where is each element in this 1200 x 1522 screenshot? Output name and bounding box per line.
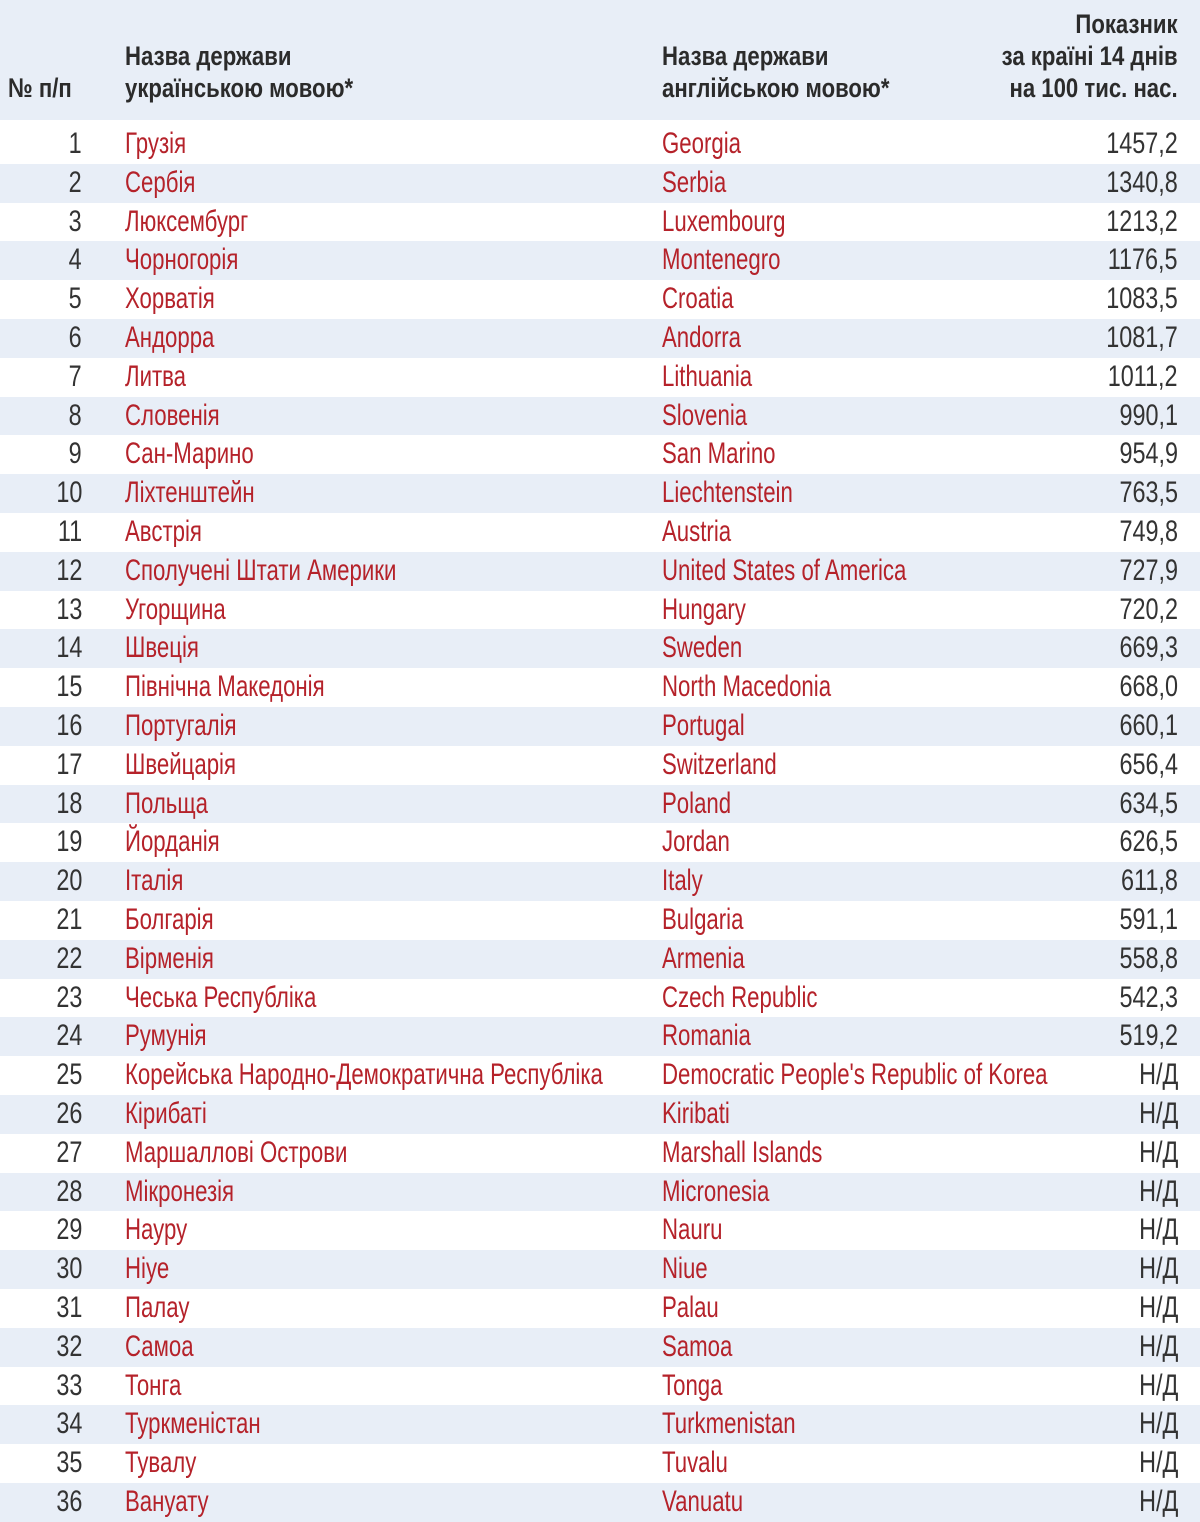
country-name-ukrainian: Угорщина bbox=[125, 592, 226, 626]
country-name-ukrainian: Сербія bbox=[125, 165, 196, 199]
row-number: 25 bbox=[55, 1058, 82, 1092]
table-row bbox=[0, 1289, 1200, 1328]
header-english-name bbox=[662, 40, 889, 104]
table-row bbox=[0, 358, 1200, 397]
table-row bbox=[0, 203, 1200, 242]
row-number: 9 bbox=[68, 437, 82, 471]
country-name-ukrainian: Вірменія bbox=[125, 941, 214, 975]
indicator-value: 611,8 bbox=[1121, 864, 1178, 898]
header-indicator-line1: Показник bbox=[1075, 9, 1178, 39]
country-name-english: Liechtenstein bbox=[662, 476, 793, 510]
country-name-ukrainian: Словенія bbox=[125, 398, 220, 432]
country-name-english: North Macedonia bbox=[662, 670, 832, 704]
indicator-value: Н/Д bbox=[1138, 1446, 1178, 1480]
country-name-ukrainian: Італія bbox=[125, 864, 184, 898]
table-row bbox=[0, 435, 1200, 474]
country-name-ukrainian: Тонга bbox=[125, 1368, 182, 1402]
table-row bbox=[0, 1095, 1200, 1134]
table-row bbox=[0, 1483, 1200, 1522]
country-name-english: Nauru bbox=[662, 1213, 723, 1247]
row-number: 32 bbox=[55, 1329, 82, 1363]
table-row bbox=[0, 241, 1200, 280]
indicator-value: 656,4 bbox=[1119, 747, 1178, 781]
country-name-ukrainian: Ліхтенштейн bbox=[125, 476, 255, 510]
country-name-ukrainian: Болгарія bbox=[125, 902, 214, 936]
header-ukrainian-name-line2: українською мовою* bbox=[125, 73, 354, 103]
country-name-ukrainian: Швейцарія bbox=[125, 747, 236, 781]
row-number: 2 bbox=[68, 165, 82, 199]
indicator-value: Н/Д bbox=[1138, 1368, 1178, 1402]
indicator-value: Н/Д bbox=[1138, 1484, 1178, 1518]
country-name-english: Tuvalu bbox=[662, 1446, 728, 1480]
row-number: 36 bbox=[55, 1484, 82, 1518]
row-number: 14 bbox=[55, 631, 82, 665]
row-number: 31 bbox=[55, 1290, 82, 1324]
table-row bbox=[0, 979, 1200, 1018]
indicator-value: Н/Д bbox=[1138, 1252, 1178, 1286]
header-number bbox=[8, 72, 72, 104]
indicator-value: Н/Д bbox=[1138, 1058, 1178, 1092]
indicator-value: 1083,5 bbox=[1106, 282, 1178, 316]
row-number: 33 bbox=[55, 1368, 82, 1402]
indicator-value: Н/Д bbox=[1138, 1096, 1178, 1130]
country-name-english: Turkmenistan bbox=[662, 1407, 796, 1441]
country-name-english: San Marino bbox=[662, 437, 776, 471]
table-row bbox=[0, 280, 1200, 319]
country-name-english: Luxembourg bbox=[662, 204, 786, 238]
country-name-ukrainian: Грузія bbox=[125, 127, 187, 160]
country-name-ukrainian: Чеська Республіка bbox=[125, 980, 317, 1014]
country-name-english: Portugal bbox=[662, 708, 745, 742]
country-name-ukrainian: Люксембург bbox=[125, 204, 249, 238]
table-row bbox=[0, 513, 1200, 552]
indicator-value: Н/Д bbox=[1138, 1135, 1178, 1169]
table-row bbox=[0, 319, 1200, 358]
indicator-value: 727,9 bbox=[1119, 553, 1178, 587]
table-row bbox=[0, 1056, 1200, 1095]
table-row bbox=[0, 397, 1200, 436]
row-number: 4 bbox=[68, 243, 82, 277]
row-number: 15 bbox=[55, 670, 82, 704]
indicator-value: 669,3 bbox=[1119, 631, 1178, 665]
country-name-ukrainian: Сан-Марино bbox=[125, 437, 254, 471]
indicator-value: 668,0 bbox=[1119, 670, 1178, 704]
table-row bbox=[0, 668, 1200, 707]
table-body bbox=[0, 125, 1200, 1522]
row-number: 8 bbox=[68, 398, 82, 432]
header-ukrainian-name bbox=[125, 40, 353, 104]
row-number: 17 bbox=[55, 747, 82, 781]
row-number: 13 bbox=[55, 592, 82, 626]
indicator-value: 749,8 bbox=[1119, 514, 1178, 548]
header-indicator bbox=[1002, 8, 1178, 104]
table-row bbox=[0, 591, 1200, 630]
table-row bbox=[0, 785, 1200, 824]
country-name-english: Italy bbox=[662, 864, 703, 898]
country-name-english: Armenia bbox=[662, 941, 745, 975]
country-name-ukrainian: Португалія bbox=[125, 708, 237, 742]
row-number: 30 bbox=[55, 1252, 82, 1286]
country-name-ukrainian: Австрія bbox=[125, 514, 202, 548]
header-english-name-line2: англійською мовою* bbox=[662, 73, 890, 103]
country-name-english: Jordan bbox=[662, 825, 730, 859]
country-name-english: Niue bbox=[662, 1252, 708, 1286]
row-number: 11 bbox=[57, 514, 82, 548]
table-row bbox=[0, 901, 1200, 940]
row-number: 5 bbox=[68, 282, 82, 316]
country-name-ukrainian: Самоа bbox=[125, 1329, 194, 1363]
indicator-value: Н/Д bbox=[1138, 1213, 1178, 1247]
header-english-name-line1: Назва держави bbox=[662, 41, 829, 71]
indicator-value: Н/Д bbox=[1138, 1329, 1178, 1363]
table-row bbox=[0, 746, 1200, 785]
row-number: 24 bbox=[55, 1019, 82, 1053]
row-number: 10 bbox=[55, 476, 82, 510]
table-row bbox=[0, 1173, 1200, 1212]
country-name-english: Palau bbox=[662, 1290, 719, 1324]
country-name-english: Tonga bbox=[662, 1368, 723, 1402]
country-name-ukrainian: Кірибаті bbox=[125, 1096, 207, 1130]
indicator-value: 990,1 bbox=[1119, 398, 1178, 432]
indicator-value: 558,8 bbox=[1119, 941, 1178, 975]
indicator-value: 720,2 bbox=[1119, 592, 1178, 626]
indicator-value: Н/Д bbox=[1138, 1407, 1178, 1441]
country-name-ukrainian: Маршаллові Острови bbox=[125, 1135, 348, 1169]
row-number: 12 bbox=[55, 553, 82, 587]
row-number: 21 bbox=[55, 902, 82, 936]
table-row bbox=[0, 862, 1200, 901]
header-ukrainian-name-line1: Назва держави bbox=[125, 41, 292, 71]
country-name-english: Sweden bbox=[662, 631, 743, 665]
row-number: 26 bbox=[55, 1096, 82, 1130]
indicator-value: 1081,7 bbox=[1106, 320, 1178, 354]
table-row bbox=[0, 1444, 1200, 1483]
table-row bbox=[0, 940, 1200, 979]
indicator-value: 763,5 bbox=[1119, 476, 1178, 510]
country-name-english: Poland bbox=[662, 786, 732, 820]
row-number: 20 bbox=[55, 864, 82, 898]
country-name-ukrainian: Тувалу bbox=[125, 1446, 197, 1480]
table-row bbox=[0, 552, 1200, 591]
country-name-ukrainian: Румунія bbox=[125, 1019, 207, 1053]
country-name-english: Slovenia bbox=[662, 398, 748, 432]
table-row bbox=[0, 1405, 1200, 1444]
country-name-english: Montenegro bbox=[662, 243, 781, 277]
country-name-english: Croatia bbox=[662, 282, 734, 316]
country-name-ukrainian: Литва bbox=[125, 359, 187, 393]
country-name-english: Micronesia bbox=[662, 1174, 770, 1208]
indicator-value: 1457,2 bbox=[1106, 127, 1178, 160]
country-name-ukrainian: Туркменістан bbox=[125, 1407, 261, 1441]
country-name-english: Switzerland bbox=[662, 747, 777, 781]
table-row bbox=[0, 1017, 1200, 1056]
country-name-ukrainian: Корейська Народно-Демократична Республіка bbox=[125, 1058, 603, 1092]
country-name-ukrainian: Науру bbox=[125, 1213, 188, 1247]
row-number: 1 bbox=[68, 127, 82, 160]
country-name-english: Andorra bbox=[662, 320, 741, 354]
table-row bbox=[0, 1250, 1200, 1289]
indicator-value: 1011,2 bbox=[1108, 359, 1178, 393]
row-number: 3 bbox=[68, 204, 82, 238]
indicator-value: 1340,8 bbox=[1106, 165, 1178, 199]
indicator-value: 1176,5 bbox=[1108, 243, 1178, 277]
country-name-ukrainian: Андорра bbox=[125, 320, 215, 354]
table-row bbox=[0, 474, 1200, 513]
table-row bbox=[0, 1211, 1200, 1250]
country-name-ukrainian: Йорданія bbox=[125, 825, 220, 859]
country-name-ukrainian: Вануату bbox=[125, 1484, 209, 1518]
table-row bbox=[0, 164, 1200, 203]
indicator-value: 591,1 bbox=[1119, 902, 1178, 936]
row-number: 23 bbox=[55, 980, 82, 1014]
header-indicator-line3: на 100 тис. нас. bbox=[1009, 73, 1178, 103]
country-name-english: Austria bbox=[662, 514, 732, 548]
country-name-english: Marshall Islands bbox=[662, 1135, 823, 1169]
country-name-ukrainian: Північна Македонія bbox=[125, 670, 325, 704]
country-name-ukrainian: Мікронезія bbox=[125, 1174, 235, 1208]
row-number: 29 bbox=[55, 1213, 82, 1247]
row-number: 27 bbox=[55, 1135, 82, 1169]
country-name-english: United States of America bbox=[662, 553, 907, 587]
country-name-english: Vanuatu bbox=[662, 1484, 744, 1518]
indicator-value: 626,5 bbox=[1119, 825, 1178, 859]
header-number-label: № п/п bbox=[8, 73, 72, 103]
row-number: 18 bbox=[55, 786, 82, 820]
country-name-english: Lithuania bbox=[662, 359, 753, 393]
row-number: 35 bbox=[55, 1446, 82, 1480]
table-row bbox=[0, 707, 1200, 746]
country-name-english: Georgia bbox=[662, 127, 741, 160]
country-name-ukrainian: Хорватія bbox=[125, 282, 215, 316]
country-name-english: Democratic People's Republic of Korea bbox=[662, 1058, 1048, 1092]
country-name-ukrainian: Палау bbox=[125, 1290, 190, 1324]
row-number: 19 bbox=[55, 825, 82, 859]
table-header bbox=[0, 0, 1200, 120]
country-name-english: Serbia bbox=[662, 165, 727, 199]
indicator-value: Н/Д bbox=[1138, 1290, 1178, 1324]
table-row bbox=[0, 125, 1200, 164]
table-row bbox=[0, 823, 1200, 862]
country-name-ukrainian: Швеція bbox=[125, 631, 199, 665]
country-name-english: Kiribati bbox=[662, 1096, 730, 1130]
row-number: 7 bbox=[68, 359, 82, 393]
indicator-value: 634,5 bbox=[1119, 786, 1178, 820]
country-name-english: Romania bbox=[662, 1019, 751, 1053]
row-number: 16 bbox=[55, 708, 82, 742]
indicator-value: Н/Д bbox=[1138, 1174, 1178, 1208]
table-row bbox=[0, 1367, 1200, 1406]
header-indicator-line2: за країні 14 днів bbox=[1002, 41, 1178, 71]
country-name-english: Bulgaria bbox=[662, 902, 744, 936]
country-name-english: Samoa bbox=[662, 1329, 733, 1363]
table-row bbox=[0, 1134, 1200, 1173]
country-name-english: Czech Republic bbox=[662, 980, 818, 1014]
country-name-ukrainian: Ніуе bbox=[125, 1252, 170, 1286]
country-name-ukrainian: Польща bbox=[125, 786, 208, 820]
table-row bbox=[0, 629, 1200, 668]
row-number: 22 bbox=[55, 941, 82, 975]
country-name-ukrainian: Чорногорія bbox=[125, 243, 239, 277]
indicator-value: 1213,2 bbox=[1106, 204, 1178, 238]
indicator-value: 519,2 bbox=[1119, 1019, 1178, 1053]
indicator-value: 660,1 bbox=[1119, 708, 1178, 742]
country-name-ukrainian: Сполучені Штати Америки bbox=[125, 553, 397, 587]
country-name-english: Hungary bbox=[662, 592, 746, 626]
row-number: 6 bbox=[68, 320, 82, 354]
indicator-value: 542,3 bbox=[1119, 980, 1178, 1014]
indicator-value: 954,9 bbox=[1119, 437, 1178, 471]
table-row bbox=[0, 1328, 1200, 1367]
row-number: 28 bbox=[55, 1174, 82, 1208]
row-number: 34 bbox=[55, 1407, 82, 1441]
